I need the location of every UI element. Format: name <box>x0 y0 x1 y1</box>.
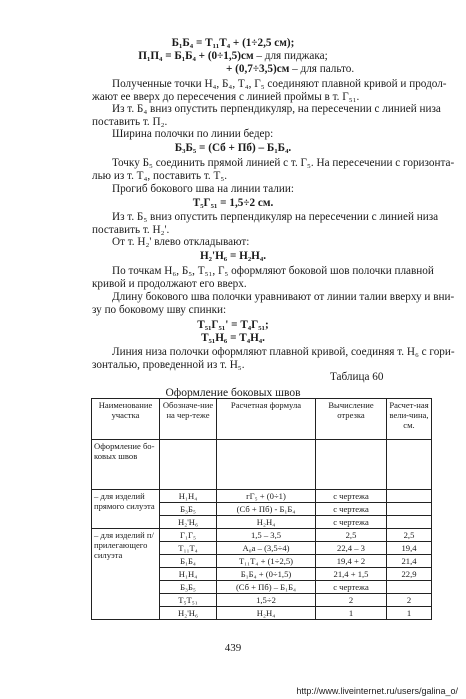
table-cell: с чертежа <box>316 503 387 516</box>
formula-3-main: + (0,7÷3,5)см <box>226 63 290 75</box>
para-7: От т. Н₂' влево откладывают: <box>112 236 250 248</box>
table-cell: А₀а – (3,5÷4) <box>217 542 316 555</box>
table-cell: Н₁Н₄ <box>160 568 217 581</box>
para-5: Прогиб бокового шва на линии талии: <box>112 183 294 195</box>
para-9-line-2: зу по боковому шву спинки: <box>92 304 227 316</box>
table-row <box>92 529 432 542</box>
header-cell: Вычисление отрезка <box>316 399 387 440</box>
table-cell: (Сб + Пб) - Б₁Б₄ <box>217 503 316 516</box>
table-caption: Оформление боковых швов <box>165 387 301 399</box>
table-cell: 2 <box>387 594 432 607</box>
table-row <box>92 440 432 490</box>
table-cell: Г₁Г₅ <box>160 529 217 542</box>
table-cell: Б₃Б₅ <box>160 581 217 594</box>
para-8-line-1: По точкам Н₆, Б₅, Т₅₁, Г₅ оформляют боковой шов полочки плавной <box>112 265 434 277</box>
formula-6: Н₂'Н₆ = Н₂Н₄. <box>199 250 267 262</box>
table-cell: Б₁Б₄ <box>160 555 217 568</box>
para-2-line-2: поставить т. П₂. <box>92 116 168 128</box>
para-10-line-1: Линия низа полочки оформляют плавной кривой, соединяя т. Н₆ с гори- <box>112 346 455 358</box>
header-cell: Обозначе-ние на чер-теже <box>160 399 217 440</box>
formula-1: Б₁Б₄ = Т₁₁Т₄ + (1÷2,5 см); <box>171 37 295 49</box>
table-cell: 2 <box>316 594 387 607</box>
formula-3 <box>226 63 354 76</box>
table-cell: Т₅Т₅₁ <box>160 594 217 607</box>
formula-2 <box>0 50 466 63</box>
table-cell <box>387 516 432 529</box>
table-cell: 21,4 + 1,5 <box>316 568 387 581</box>
table-cell: Н₂Н₄ <box>217 516 316 529</box>
para-9-line-1: Длину бокового шва полочки уравнивают от линии талии вверху и вни- <box>112 291 455 303</box>
table-cell: 1,5 – 3,5 <box>217 529 316 542</box>
para-1-line-1: Полученные точки Н₄, Б₄, Т₄, Г₅ соединяют плавной кривой и продол- <box>112 78 447 90</box>
table-cell: с чертежа <box>316 516 387 529</box>
formula-8: Т₅₁Н₆ = Т₄Н₄. <box>201 332 265 344</box>
para-2-line-1: Из т. Б₄ вниз опустить перпендикуляр, на пересечении с линией низа <box>112 103 441 115</box>
table-cell: 1,5÷2 <box>217 594 316 607</box>
table-cell <box>387 503 432 516</box>
table-cell: Н₂Н₄ <box>217 607 316 620</box>
para-1-line-2: жают ее вверх до пересечения с линией проймы в т. Г₅₁. <box>92 91 360 103</box>
formula-5: Т₅Г₅₁ = 1,5÷2 см. <box>192 197 274 209</box>
table-cell: 22,9 <box>387 568 432 581</box>
table-header-row <box>92 399 432 440</box>
header-cell: Расчет-ная вели-чина, см. <box>387 399 432 440</box>
table-cell: 19,4 <box>387 542 432 555</box>
para-4-line-2: лью из т. Т₄, поставить т. Т₅. <box>92 170 228 182</box>
para-6-line-2: поставить т. Н₂'. <box>92 224 170 236</box>
group-label-cell: – для изделий прямого силуэта <box>92 490 160 529</box>
table-cell: Б₁Б₄ + (0÷1,5) <box>217 568 316 581</box>
table-row <box>92 490 432 503</box>
table-cell: Т₁₁Т₄ <box>160 542 217 555</box>
para-6-line-1: Из т. Б₅ вниз опустить перпендикуляр на пересечении с линией низа <box>112 211 439 223</box>
para-4-line-1: Точку Б₅ соединить прямой линией с т. Г₅. На пересечении с горизонта- <box>112 157 455 169</box>
source-url: http://www.liveinternet.ru/users/galina_o/ <box>296 686 458 696</box>
para-8-line-2: кривой и продолжают его вверх. <box>92 278 247 290</box>
table-cell: гГ₅ + (0÷1) <box>217 490 316 503</box>
group-label-cell: – для изделий п/прилегающего силуэта <box>92 529 160 620</box>
formula-3-note: – для пальто. <box>289 63 355 75</box>
table-cell <box>387 490 432 503</box>
formula-7: Т₅₁Г₅₁' = Т₄Г₅₁; <box>197 319 269 331</box>
table-cell: с чертежа <box>316 490 387 503</box>
table-cell: 2,5 <box>316 529 387 542</box>
table-cell: Т₁₁Т₄ + (1÷2,5) <box>217 555 316 568</box>
para-10-line-2: зонталью, проведенной из т. Н₅. <box>92 359 245 371</box>
table-cell: Н₂'Н₆ <box>160 607 217 620</box>
table-cell: с чертежа <box>316 581 387 594</box>
para-3: Ширина полочки по линии бедер: <box>112 128 274 140</box>
section-title-cell: Оформление бо-ковых швов <box>92 440 160 490</box>
table-cell: Н₁Н₄ <box>160 490 217 503</box>
table-number: Таблица 60 <box>330 371 384 383</box>
table-cell: 1 <box>316 607 387 620</box>
side-seams-table <box>91 398 432 620</box>
table-cell: 21,4 <box>387 555 432 568</box>
table-cell: Б₃Б₅ <box>160 503 217 516</box>
table-cell: (Сб + Пб) – Б₁Б₄ <box>217 581 316 594</box>
table-cell: 1 <box>387 607 432 620</box>
table-cell: 19,4 + 2 <box>316 555 387 568</box>
page-number: 439 <box>224 642 242 654</box>
table-cell: 22,4 – 3 <box>316 542 387 555</box>
formula-4: Б₃Б₅ = (Сб + Пб) – Б₁Б₄. <box>174 142 292 154</box>
formula-2-note: – для пиджака; <box>253 50 328 62</box>
header-cell: Наименование участка <box>92 399 160 440</box>
table-cell: Н₂'Н₆ <box>160 516 217 529</box>
table-cell <box>387 581 432 594</box>
header-cell: Расчетная формула <box>217 399 316 440</box>
table-cell: 2,5 <box>387 529 432 542</box>
formula-2-main: П₁П₄ = Б₁Б₄ + (0÷1,5)см <box>138 50 254 62</box>
